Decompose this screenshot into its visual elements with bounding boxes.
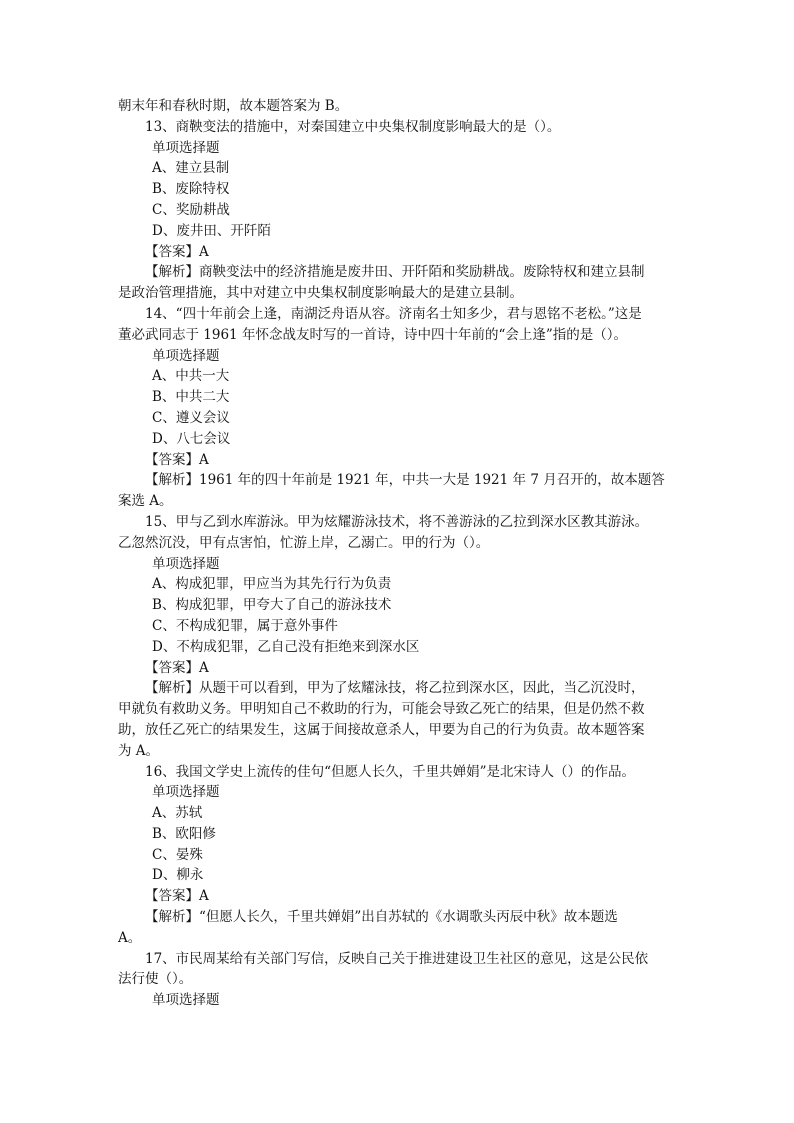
question-type: 单项选择题 (152, 992, 220, 1009)
option-d: D、八七会议 (152, 430, 231, 447)
explanation: 【解析】商鞅变法中的经济措施是废井田、开阡陌和奖励耕战。废除特权和建立县制 (145, 264, 645, 281)
option-a: A、构成犯罪，甲应当为其先行行为负责 (152, 576, 392, 593)
option-a: A、中共一大 (152, 368, 230, 385)
option-b: B、构成犯罪，甲夸大了自己的游泳技术 (152, 597, 392, 614)
question-17: 17、市民周某给有关部门写信，反映自己关于推进建设卫生社区的意见，这是公民依 (145, 950, 649, 967)
option-d: D、废井田、开阡陌 (152, 222, 271, 239)
question-type: 单项选择题 (152, 555, 220, 572)
question-14: 14、“四十年前会上逢，南湖泛舟语从容。济南名士知多少，君与恩铭不老松。”这是 (145, 305, 642, 322)
question-15: 15、甲与乙到水库游泳。甲为炫耀游泳技术，将不善游泳的乙拉到深水区教其游泳。 (145, 513, 649, 530)
option-b: B、中共二大 (152, 389, 230, 406)
option-d: D、柳永 (152, 867, 204, 884)
question-continued: 乙忽然沉没，甲有点害怕，忙游上岸，乙溺亡。甲的行为（）。 (118, 534, 490, 551)
explanation-continued: 甲就负有救助义务。甲明知自己不救助的行为，可能会导致乙死亡的结果，但是仍然不救 (118, 701, 645, 718)
option-b: B、欧阳修 (152, 825, 216, 842)
text-line: 朝末年和春秋时期，故本题答案为 B。 (118, 98, 349, 114)
question-type: 单项选择题 (152, 347, 220, 364)
question-continued: 董必武同志于 1961 年怀念战友时写的一首诗，诗中四十年前的“会上逢”指的是（）。 (118, 326, 627, 343)
explanation-continued: 助，放任乙死亡的结果发生，这属于间接故意杀人，甲要为自己的行为负责。故本题答案 (118, 721, 645, 738)
answer: 【答案】A (145, 659, 209, 676)
answer: 【答案】A (145, 243, 209, 260)
question-type: 单项选择题 (152, 784, 220, 801)
explanation: 【解析】从题干可以看到，甲为了炫耀泳技，将乙拉到深水区，因此，当乙沉没时， (145, 680, 645, 697)
explanation-continued: A。 (118, 929, 142, 946)
question-16: 16、我国文学史上流传的佳句“但愿人长久，千里共婵娟”是北宋诗人（）的作品。 (145, 763, 635, 780)
option-c: C、遵义会议 (152, 409, 230, 426)
option-d: D、不构成犯罪，乙自己没有拒绝来到深水区 (152, 638, 420, 655)
question-13: 13、商鞅变法的措施中，对秦国建立中央集权制度影响最大的是（）。 (145, 118, 561, 135)
option-a: A、苏轼 (152, 805, 203, 822)
option-c: C、晏殊 (152, 846, 203, 863)
answer: 【答案】A (145, 451, 209, 468)
answer: 【答案】A (145, 888, 209, 905)
explanation-continued: 是政治管理措施，其中对建立中央集权制度影响最大的是建立县制。 (118, 285, 523, 302)
question-continued: 法行使（）。 (118, 971, 193, 988)
option-b: B、废除特权 (152, 181, 230, 198)
option-a: A、建立县制 (152, 160, 230, 177)
document-body (118, 96, 678, 1011)
explanation-continued: 案选 A。 (118, 493, 173, 510)
option-c: C、不构成犯罪，属于意外事件 (152, 617, 338, 634)
question-type: 单项选择题 (152, 139, 220, 156)
explanation: 【解析】“但愿人长久，千里共婵娟”出自苏轼的《水调歌头丙辰中秋》故本题选 (145, 909, 618, 926)
option-c: C、奖励耕战 (152, 201, 230, 218)
explanation: 【解析】1961 年的四十年前是 1921 年，中共一大是 1921 年 7 月召开的，故本题答 (145, 472, 665, 489)
explanation-continued: 为 A。 (118, 742, 160, 759)
